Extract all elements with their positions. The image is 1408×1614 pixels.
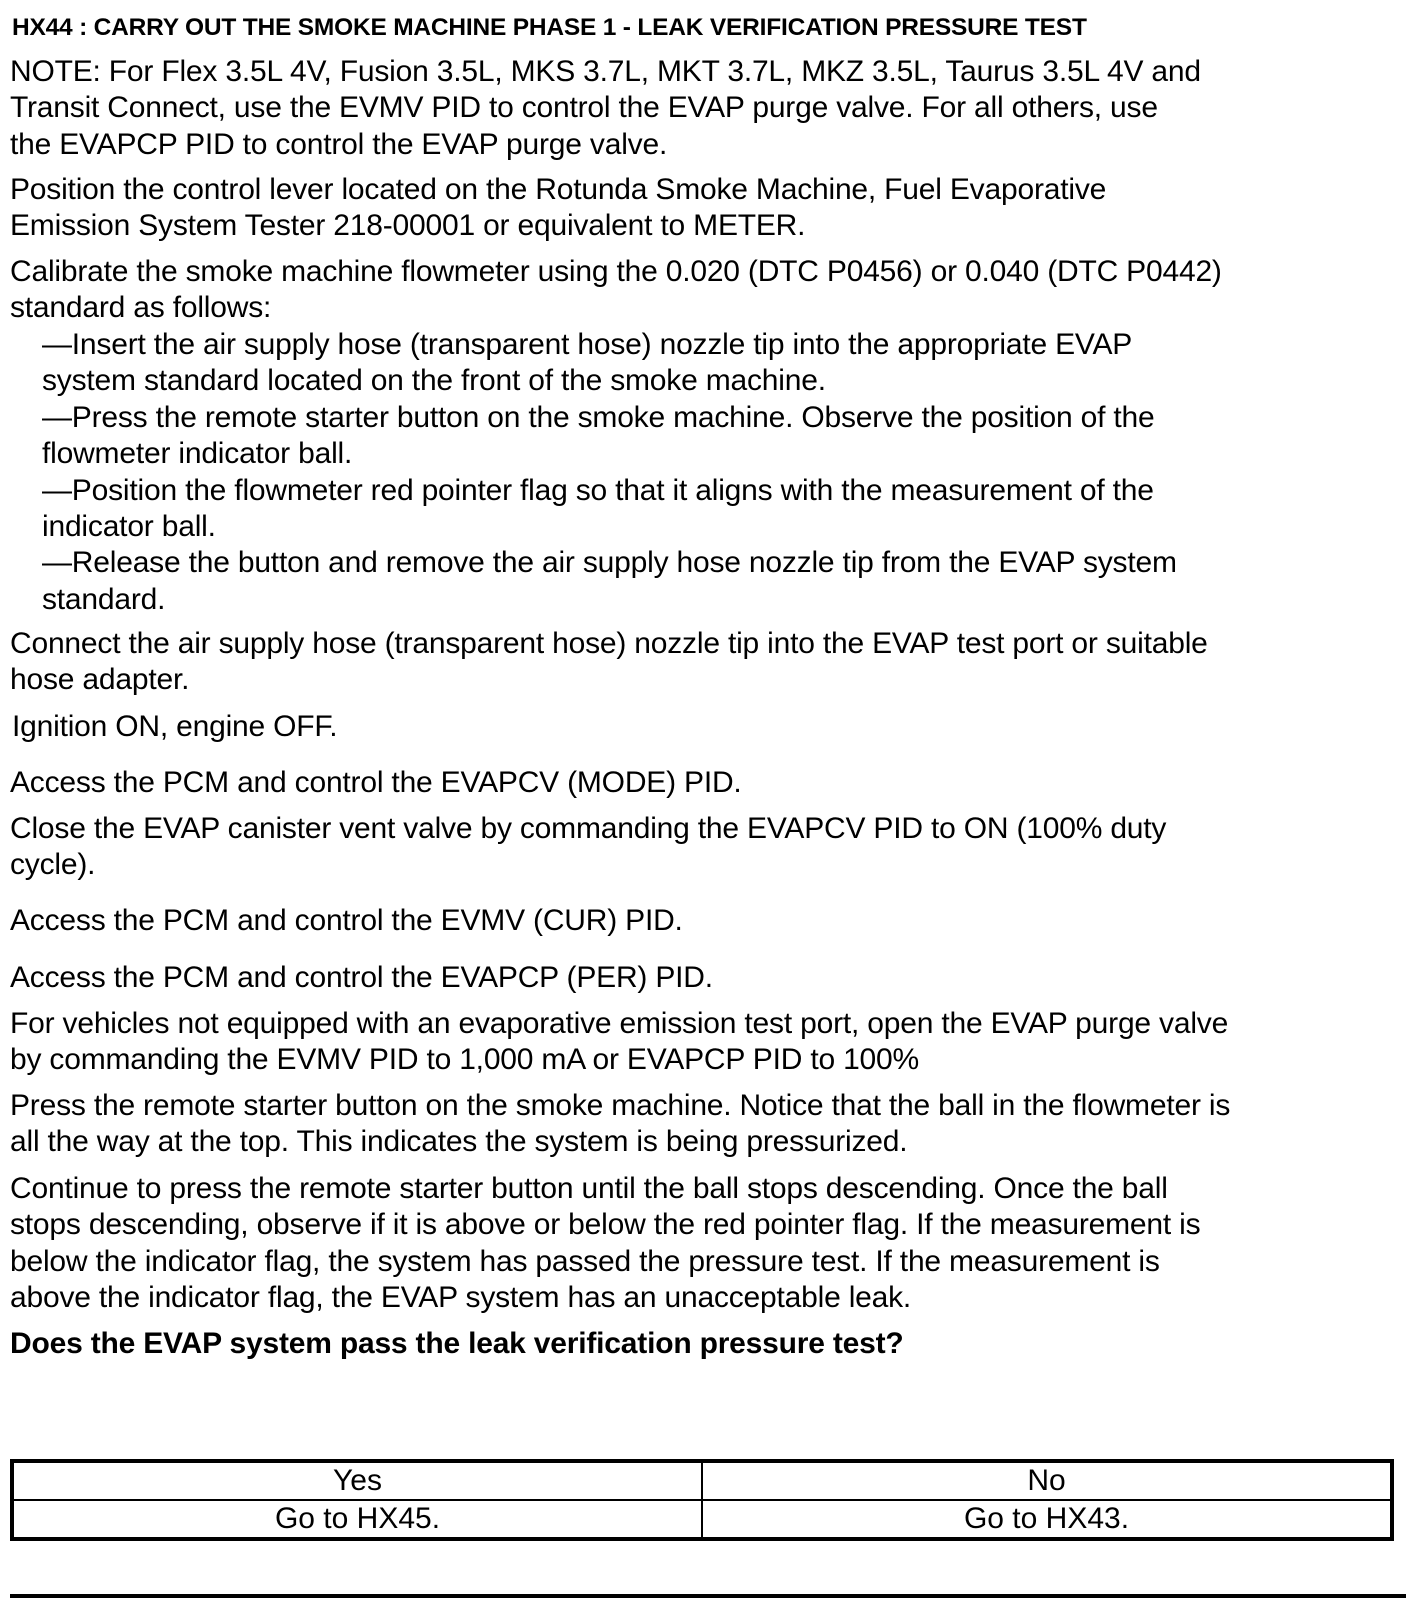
text-line: For vehicles not equipped with an evaporative emission test port, open the EVAP purge valve	[10, 1007, 1229, 1040]
text-line: Access the PCM and control the EVMV (CUR) PID.	[10, 904, 683, 937]
paragraph-access-evapcv	[10, 765, 742, 801]
table-header-row	[12, 1461, 1392, 1500]
text-line: the EVAPCP PID to control the EVAP purge valve.	[10, 127, 668, 161]
text-line: above the indicator flag, the EVAP system has an unacceptable leak.	[10, 1281, 912, 1315]
text-line: all the way at the top. This indicates the system is being pressurized.	[10, 1125, 908, 1159]
text-line: Transit Connect, use the EVMV PID to control the EVAP purge valve. For all others, use	[10, 91, 1158, 125]
text-line: hose adapter.	[10, 663, 190, 697]
paragraph-calibrate	[10, 254, 1222, 327]
text-line: —Press the remote starter button on the smoke machine. Observe the position of the	[42, 400, 1155, 434]
text-line: system standard located on the front of the smoke machine.	[42, 364, 826, 398]
paragraph-press-starter	[10, 1088, 1230, 1161]
text-line: NOTE: For Flex 3.5L 4V, Fusion 3.5L, MKS 3.7L, MKT 3.7L, MKZ 3.5L, Taurus 3.5L 4V and	[10, 55, 1201, 88]
text-line: Connect the air supply hose (transparent hose) nozzle tip into the EVAP test port or suitable	[10, 627, 1208, 660]
text-line: cycle).	[10, 848, 96, 882]
text-line: Close the EVAP canister vent valve by commanding the EVAPCV PID to ON (100% duty	[10, 812, 1167, 845]
text-line: Ignition ON, engine OFF.	[12, 710, 338, 743]
paragraph-position-lever	[10, 172, 1106, 245]
text-line: Access the PCM and control the EVAPCP (PER) PID.	[10, 961, 713, 994]
paragraph-connect-hose	[10, 626, 1208, 699]
result-table	[10, 1459, 1394, 1541]
header-yes: Yes	[12, 1461, 702, 1500]
text-line: Press the remote starter button on the smoke machine. Notice that the ball in the flowmeter is	[10, 1089, 1231, 1122]
yes-action-link[interactable]: Go to HX45.	[12, 1500, 702, 1539]
text-line: Access the PCM and control the EVAPCV (MODE) PID.	[10, 766, 742, 799]
header-no: No	[702, 1461, 1392, 1500]
paragraph-ignition	[12, 709, 337, 745]
text-line: by commanding the EVMV PID to 1,000 mA or EVAPCP PID to 100%	[10, 1043, 920, 1077]
text-line: below the indicator flag, the system has passed the pressure test. If the measurement is	[10, 1244, 1160, 1278]
no-action-link[interactable]: Go to HX43.	[702, 1500, 1392, 1539]
text-line: flowmeter indicator ball.	[42, 437, 353, 471]
text-line: Continue to press the remote starter button until the ball stops descending. Once the ball	[10, 1172, 1168, 1205]
divider-rule	[10, 1594, 1406, 1598]
text-line: —Position the flowmeter red pointer flag so that it aligns with the measurement of the	[42, 473, 1154, 507]
paragraph-calibration-steps	[10, 327, 1177, 618]
text-line: stops descending, observe if it is above or below the red pointer flag. If the measurement is	[10, 1208, 1201, 1242]
paragraph-continue-press	[10, 1171, 1200, 1317]
text-line: standard as follows:	[10, 291, 272, 325]
paragraph-close-vent	[10, 811, 1166, 884]
test-question: Does the EVAP system pass the leak verification pressure test?	[10, 1327, 904, 1360]
text-line: —Release the button and remove the air supply hose nozzle tip from the EVAP system	[42, 546, 1177, 580]
text-line: indicator ball.	[42, 509, 216, 543]
text-line: Position the control lever located on the Rotunda Smoke Machine, Fuel Evaporative	[10, 173, 1107, 206]
paragraph-access-evmv	[10, 903, 683, 939]
paragraph-open-purge	[10, 1006, 1228, 1079]
table-row	[12, 1500, 1392, 1539]
text-line: Emission System Tester 218-00001 or equivalent to METER.	[10, 209, 806, 243]
paragraph-note	[10, 54, 1201, 163]
text-line: Calibrate the smoke machine flowmeter using the 0.020 (DTC P0456) or 0.040 (DTC P0442)	[10, 255, 1222, 288]
paragraph-access-evapcp	[10, 960, 713, 996]
text-line: standard.	[42, 582, 166, 616]
step-title: HX44 : CARRY OUT THE SMOKE MACHINE PHASE 1 - LEAK VERIFICATION PRESSURE TEST	[12, 14, 1087, 41]
text-line: —Insert the air supply hose (transparent hose) nozzle tip into the appropriate EVAP	[42, 328, 1133, 361]
